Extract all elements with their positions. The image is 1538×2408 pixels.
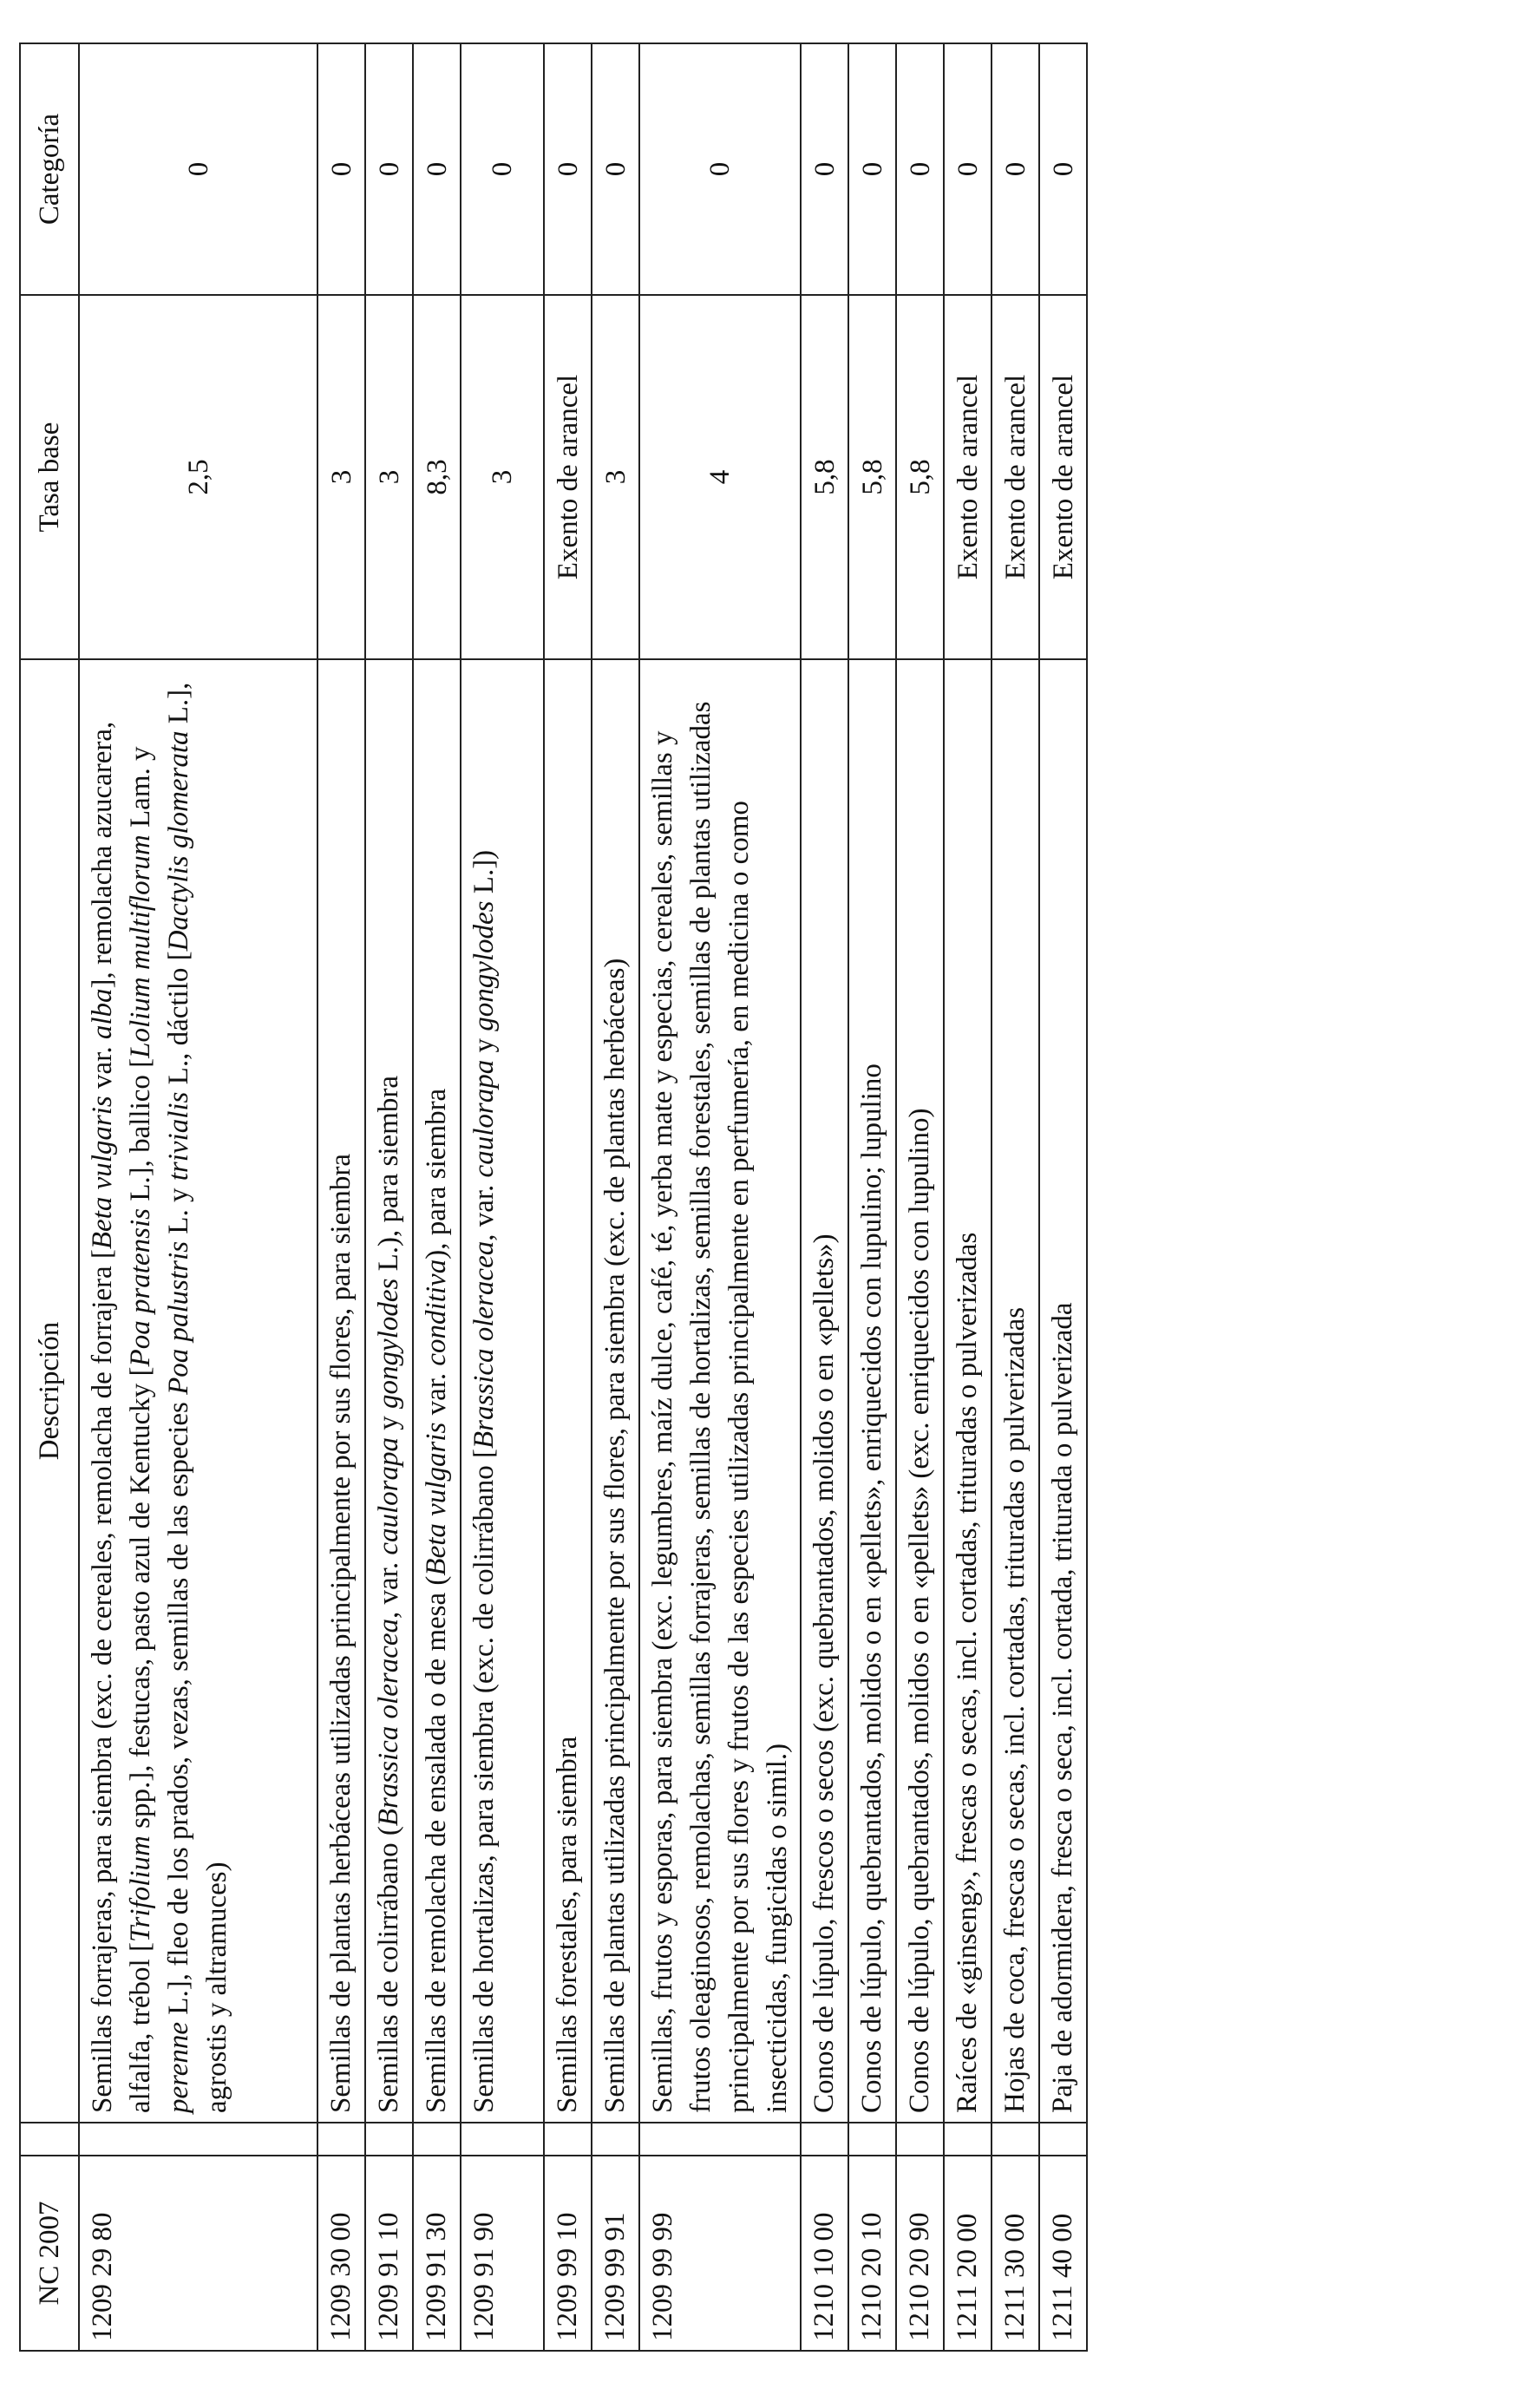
table-row [1039,43,1087,2351]
desc-italic-segment: gongylodes [373,1278,404,1409]
cell-tasa: 8,3 [413,295,461,659]
desc-segment: , var. [373,1554,404,1619]
desc-italic-segment: conditiva [421,1259,452,1366]
cell-tasa: 4 [639,295,801,659]
header-row [20,43,79,2351]
cell-categoria: 0 [317,43,365,295]
cell-blank [848,2123,896,2156]
cell-descripcion [461,659,544,2123]
table-row [592,43,639,2351]
cell-blank [592,2123,639,2156]
table-row [896,43,944,2351]
cell-categoria: 0 [413,43,461,295]
cell-tasa: 5,8 [848,295,896,659]
header-tasa: Tasa base [20,295,79,659]
desc-italic-segment: gongylodes [468,900,500,1031]
table-row [79,43,317,2351]
cell-blank [1039,2123,1087,2156]
cell-tasa: 3 [317,295,365,659]
cell-tasa: 3 [461,295,544,659]
table-body [79,43,1087,2351]
cell-descripcion [896,659,944,2123]
desc-segment: Conos de lúpulo, quebrantados, molidos o en «pellets», enriquecidos con lupulino; lupulino [856,1063,887,2113]
desc-segment: Semillas de plantas herbáceas utilizadas principalmente por sus flores, para siembra [325,1153,357,2113]
desc-italic-segment: caulorapa [468,1059,500,1178]
cell-categoria: 0 [896,43,944,295]
cell-nc: 1209 99 91 [592,2156,639,2351]
desc-segment: y [373,1408,404,1437]
cell-tasa: Exento de arancel [1039,295,1087,659]
desc-segment: L.], ballico [ [125,1057,156,1209]
cell-tasa: Exento de arancel [544,295,592,659]
cell-blank [801,2123,848,2156]
desc-italic-segment: Brassica oleracea [373,1618,404,1827]
cell-nc: 1211 30 00 [992,2156,1039,2351]
cell-nc: 1209 99 99 [639,2156,801,2351]
desc-italic-segment: alba [87,988,118,1040]
table-row [461,43,544,2351]
cell-descripcion [992,659,1039,2123]
cell-descripcion [1039,659,1087,2123]
cell-nc: 1209 91 10 [365,2156,413,2351]
header-blank [20,2123,79,2156]
header-categoria: Categoría [20,43,79,295]
cell-tasa: 5,8 [801,295,848,659]
cell-nc: 1210 20 10 [848,2156,896,2351]
desc-italic-segment: perenne [163,2021,194,2113]
cell-nc: 1210 20 90 [896,2156,944,2351]
table-row [848,43,896,2351]
desc-segment: , var. [468,1177,500,1241]
cell-nc: 1211 20 00 [944,2156,992,2351]
cell-categoria: 0 [801,43,848,295]
table-row [544,43,592,2351]
cell-descripcion [944,659,992,2123]
cell-tasa: Exento de arancel [944,295,992,659]
cell-blank [461,2123,544,2156]
desc-segment: ), para siembra [421,1088,452,1260]
desc-italic-segment: Brassica oleracea [468,1240,500,1449]
desc-segment: L. y [163,1181,194,1241]
cell-blank [79,2123,317,2156]
desc-segment: Raíces de «ginseng», frescas o secas, incl. cortadas, trituradas o pulverizadas [952,1232,983,2113]
cell-nc: 1210 10 00 [801,2156,848,2351]
cell-nc: 1209 30 00 [317,2156,365,2351]
desc-segment: L.]) [468,849,500,901]
cell-blank [992,2123,1039,2156]
cell-categoria: 0 [461,43,544,295]
table-row [413,43,461,2351]
cell-nc: 1209 99 10 [544,2156,592,2351]
cell-tasa: Exento de arancel [992,295,1039,659]
cell-nc: 1211 40 00 [1039,2156,1087,2351]
desc-segment: Semillas de hortalizas, para siembra (exc. de colirrábano [ [468,1448,500,2113]
cell-descripcion [592,659,639,2123]
table-row [639,43,801,2351]
desc-segment: Hojas de coca, frescas o secas, incl. cortadas, trituradas o pulverizadas [999,1306,1031,2113]
desc-segment: L.], fleo de los prados, vezas, semillas de las especies [163,1394,194,2022]
cell-nc: 1209 91 30 [413,2156,461,2351]
cell-categoria: 0 [544,43,592,295]
desc-segment: Lam. y [125,746,156,835]
tariff-table-frame [19,44,1095,2352]
desc-segment: Semillas forestales, para siembra [552,1736,583,2113]
desc-segment: L.), para siembra [373,1076,404,1279]
desc-segment: L., dáctilo [ [163,951,194,1092]
desc-italic-segment: Dactylis glomerata [163,730,194,952]
table-row [944,43,992,2351]
desc-segment: Semillas, frutos y esporas, para siembra (exc. legumbres, maíz dulce, café, té, yerba mate y especias, cereales, semillas y frutos oleaginosos, remolachas, semillas forrajeras, semillas de hortalizas, semillas forestales, semillas de plantas utilizadas principalmente por sus flores y frutos de las especies utilizadas principalmente en perfumería, en medicina o como insecticidas, fungicidas o simil.) [647,701,793,2113]
desc-segment: y [468,1031,500,1060]
desc-italic-segment: Poa palustris [163,1240,194,1395]
cell-categoria: 0 [639,43,801,295]
desc-italic-segment: Trifolium [125,1835,156,1943]
table-row [992,43,1039,2351]
cell-descripcion [639,659,801,2123]
desc-italic-segment: Poa pratensis [125,1208,156,1367]
desc-segment: Semillas de colirrábano ( [373,1826,404,2113]
cell-blank [544,2123,592,2156]
header-nc: NC 2007 [20,2156,79,2351]
cell-categoria: 0 [365,43,413,295]
cell-categoria: 0 [79,43,317,295]
cell-blank [317,2123,365,2156]
cell-blank [365,2123,413,2156]
cell-tasa: 3 [365,295,413,659]
cell-tasa: 3 [592,295,639,659]
desc-segment: var. [87,1039,118,1096]
desc-segment: spp.], festucas, pasto azul de Kentucky [ [125,1366,156,1836]
cell-blank [639,2123,801,2156]
cell-categoria: 0 [992,43,1039,295]
cell-descripcion [544,659,592,2123]
cell-nc: 1209 91 90 [461,2156,544,2351]
cell-categoria: 0 [592,43,639,295]
desc-italic-segment: trivialis [163,1091,194,1181]
desc-segment: var. [421,1365,452,1423]
desc-segment: Conos de lúpulo, quebrantados, molidos o en «pellets» (exc. enriquecidos con lupulino) [904,1108,935,2113]
desc-segment: ], remolacha azucarera, alfalfa, trébol [ [87,721,156,2113]
cell-categoria: 0 [848,43,896,295]
desc-segment: Conos de lúpulo, frescos o secos (exc. quebrantados, molidos o en «pellets») [808,1233,840,2113]
cell-descripcion [413,659,461,2123]
header-descripcion: Descripción [20,659,79,2123]
cell-descripcion [79,659,317,2123]
table-row [801,43,848,2351]
desc-italic-segment: Lolium multiflorum [125,834,156,1058]
desc-segment: Semillas de remolacha de ensalada o de mesa ( [421,1575,452,2113]
cell-blank [896,2123,944,2156]
desc-segment: Semillas de plantas utilizadas principalmente por sus flores, para siembra (exc. de plantas herbáceas) [599,958,631,2113]
cell-categoria: 0 [944,43,992,295]
cell-tasa: 2,5 [79,295,317,659]
cell-nc: 1209 29 80 [79,2156,317,2351]
desc-segment: Semillas forrajeras, para siembra (exc. de cereales, remolacha de forrajera [ [87,1249,118,2113]
cell-tasa: 5,8 [896,295,944,659]
table-row [317,43,365,2351]
cell-blank [413,2123,461,2156]
cell-descripcion [848,659,896,2123]
cell-descripcion [365,659,413,2123]
desc-italic-segment: caulorapa [373,1436,404,1555]
tariff-table [19,43,1088,2352]
cell-blank [944,2123,992,2156]
desc-segment: Paja de adormidera, fresca o seca, incl. cortada, triturada o pulverizada [1047,1302,1078,2113]
table-row [365,43,413,2351]
desc-segment: L.], agrostis y altramuces) [163,682,232,2113]
cell-descripcion [317,659,365,2123]
cell-categoria: 0 [1039,43,1087,295]
desc-italic-segment: Beta vulgaris [421,1422,452,1576]
desc-italic-segment: Beta vulgaris [87,1096,118,1250]
cell-descripcion [801,659,848,2123]
